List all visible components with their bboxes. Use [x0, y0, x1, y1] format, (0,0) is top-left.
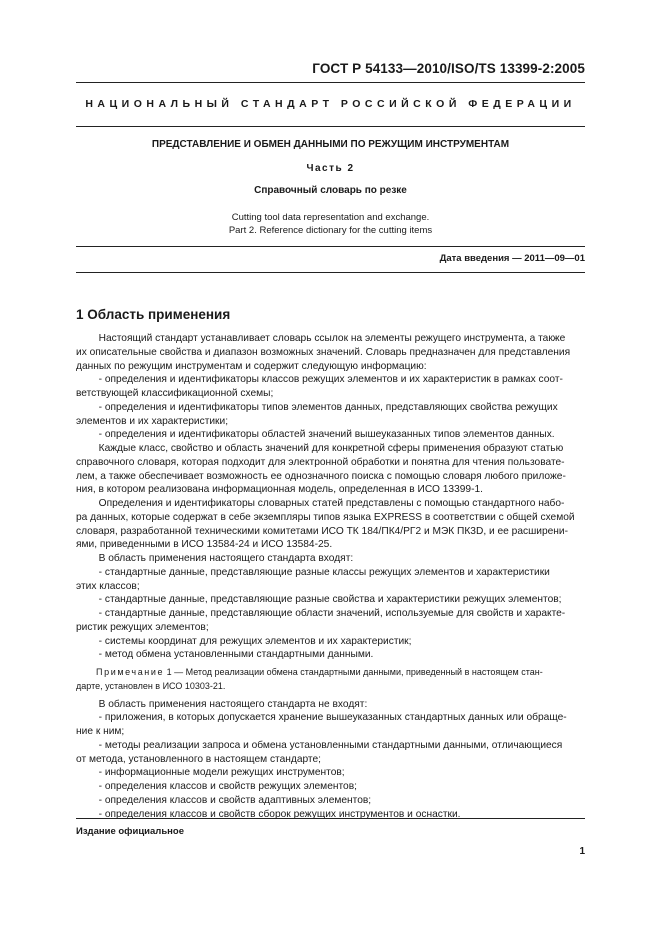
note-label: Примечание — [96, 667, 165, 677]
english-title-line: Cutting tool data representation and exchange. — [231, 212, 430, 223]
body-line: элементов и их характеристики; — [76, 415, 229, 427]
body-line: данных по режущим инструментам и содержит следующую информацию: — [76, 360, 427, 372]
body-line: - системы координат для режущих элементов и их характеристик; — [76, 635, 412, 647]
body-line: - определения классов и свойств адаптивных элементов; — [76, 794, 372, 806]
body-line: ветствующей классификационной схемы; — [76, 388, 274, 399]
national-standard-banner: НАЦИОНАЛЬНЫЙ СТАНДАРТ РОССИЙСКОЙ ФЕДЕРАЦИИ — [85, 98, 576, 110]
footer-rule — [76, 818, 585, 819]
title-rule — [76, 246, 585, 247]
body-line: - методы реализации запроса и обмена установленными стандартными данными, отличающиеся — [76, 739, 563, 751]
document-title: ПРЕДСТАВЛЕНИЕ И ОБМЕН ДАННЫМИ ПО РЕЖУЩИМ ИНСТРУМЕНТАМ — [151, 139, 510, 150]
banner-rule — [76, 126, 585, 127]
date-rule — [76, 272, 585, 273]
body-line: лем, а также обеспечивает возможность ее однозначного поиска с помощью словаря любого приложе- — [76, 470, 566, 482]
body-line: - приложения, в которых допускается хранение вышеуказанных стандартных данных или обраще- — [76, 712, 567, 724]
body-line: - определения и идентификаторы областей значений вышеуказанных типов элементов данных. — [76, 429, 555, 441]
body-line: ние к ним; — [76, 726, 125, 737]
body-line: от метода, установленного в настоящем стандарте; — [76, 753, 321, 765]
body-line: Настоящий стандарт устанавливает словарь ссылок на элементы режущего инструмента, а также — [76, 333, 566, 344]
part-label: Часть 2 — [306, 163, 355, 174]
edition-label: Издание официальное — [76, 826, 184, 837]
body-line: этих классов; — [76, 580, 140, 592]
section-heading: 1 Область применения — [76, 307, 231, 322]
introduction-date: Дата введения — 2011—09—01 — [439, 253, 585, 264]
body-line: словаря, разработанной техническими комитетами ИСО ТК 184/ПК4/РГ2 и МЭК ПК3D, и ее расширени- — [76, 525, 568, 537]
body-line: Каждые класс, свойство и область значений для конкретной сферы применения образуют статью — [76, 443, 564, 454]
body-line: Определения и идентификаторы словарных статей представлены с помощью стандартного набо- — [76, 498, 565, 509]
body-line: - стандартные данные, представляющие области значений, используемые для свойств и характе- — [76, 608, 566, 619]
body-line: ния, в котором реализована информационная модель, определенная в ИСО 13399-1. — [76, 484, 483, 496]
body-line: ристик режущих элементов; — [76, 621, 209, 633]
body-line: - определения и идентификаторы классов режущих элементов и их характеристик в рамках соот- — [76, 374, 563, 386]
body-line: - стандартные данные, представляющие разные свойства и характеристики режущих элементов; — [76, 594, 562, 606]
body-line: ра данных, которые содержат в себе экземпляры типов языка EXPRESS в соответствии с общей схемой — [76, 511, 575, 523]
note-line — [76, 666, 585, 680]
note-text: 1 — Метод реализации обмена стандартными данными, приведенный в настоящем стан- — [164, 667, 543, 677]
body-line: справочного словаря, которая подходит для электронной обработки и понятна для чтения пользовате- — [76, 456, 565, 468]
body-line: - стандартные данные, представляющие разные классы режущих элементов и характеристики — [76, 566, 550, 578]
body-line: их описательные свойства и диапазон возможных значений. Словарь предназначен для представления — [76, 346, 571, 358]
header-rule — [76, 82, 585, 83]
body-line: - информационные модели режущих инструментов; — [76, 767, 345, 779]
gost-code: ГОСТ Р 54133—2010/ISO/TS 13399-2:2005 — [312, 61, 585, 76]
body-line: - метод обмена установленными стандартными данными. — [76, 649, 374, 661]
english-title-line: Part 2. Reference dictionary for the cutting items — [228, 224, 433, 236]
note-line: дарте, установлен в ИСО 10303-21. — [76, 680, 226, 691]
body-line: ями, приведенными в ИСО 13584-24 и ИСО 13584-25. — [76, 539, 333, 551]
section-body — [76, 332, 585, 821]
body-line: - определения и идентификаторы типов элементов данных, представляющих свойства режущих — [76, 401, 558, 413]
body-line: - определения классов и свойств режущих элементов; — [76, 781, 357, 792]
document-subtitle: Справочный словарь по резке — [254, 185, 407, 196]
body-line: - определения классов и свойств сборок режущих инструментов и оснастки. — [76, 808, 461, 820]
body-line: В область применения настоящего стандарта не входят: — [76, 698, 368, 710]
english-title — [76, 212, 585, 237]
body-line: В область применения настоящего стандарта входят: — [76, 553, 354, 564]
page-number: 1 — [579, 846, 585, 857]
